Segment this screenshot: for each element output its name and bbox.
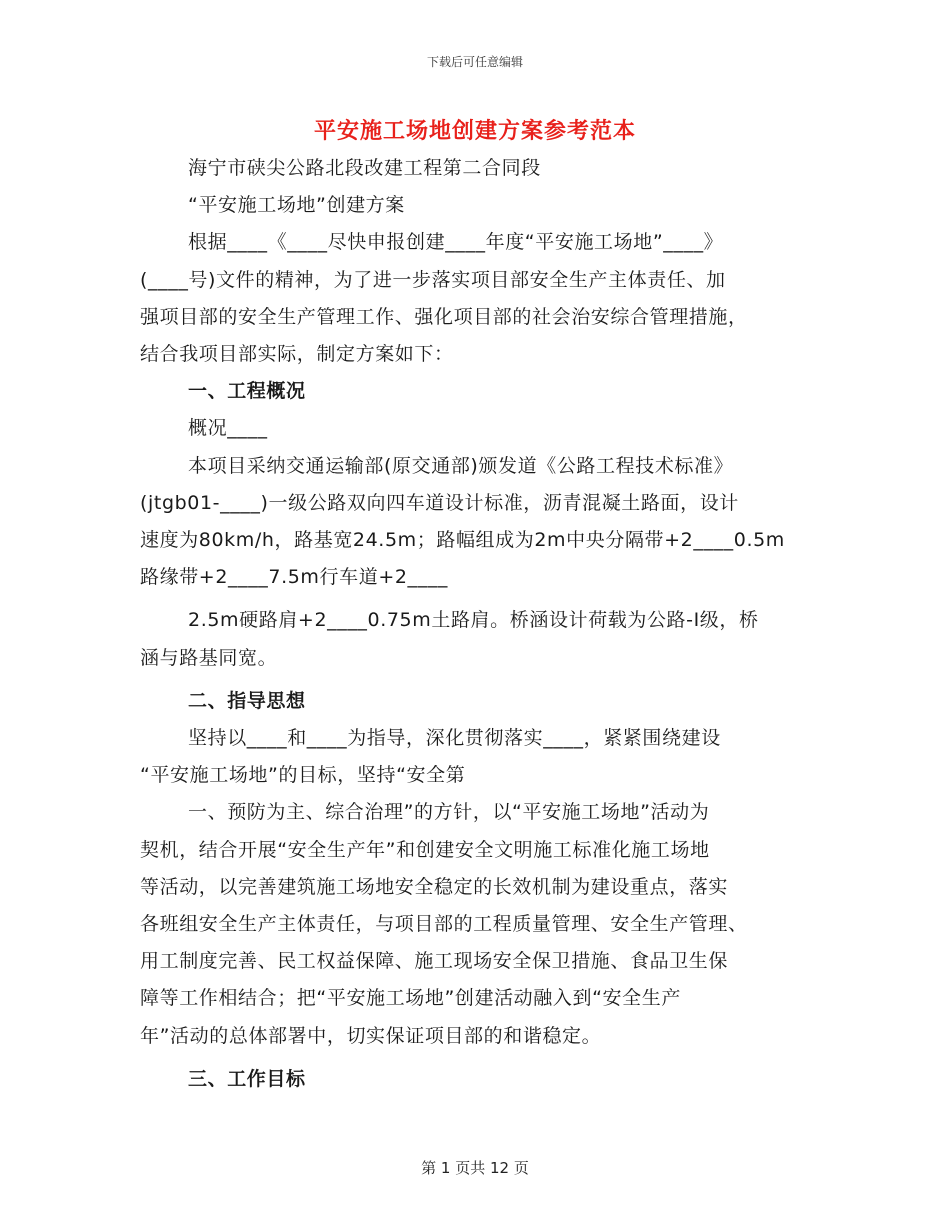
paragraph-line: (jtgb01-____)一级公路双向四车道设计标准，沥青混凝土路面，设计: [140, 491, 739, 514]
paragraph-line: 强项目部的安全生产管理工作、强化项目部的社会治安综合管理措施，: [140, 305, 748, 328]
paragraph-line: 速度为80km/h，路基宽24.5m；路幅组成为2m中央分隔带+2____0.5m: [140, 529, 785, 552]
document-body: [140, 150, 812, 1098]
section-heading: 二、指导思想: [188, 689, 306, 712]
paragraph-line: 本项目采纳交通运输部(原交通部)颁发道《公路工程技术标准》: [188, 454, 734, 477]
paragraph-line: 一、预防为主、综合治理”的方针，以“平安施工场地”活动为: [188, 801, 710, 824]
paragraph-line: 用工制度完善、民工权益保障、施工现场安全保卫措施、食品卫生保: [140, 950, 729, 973]
paragraph-line: 年”活动的总体部署中，切实保证项目部的和谐稳定。: [140, 1024, 602, 1047]
header-note: 下载后可任意编辑: [426, 55, 523, 69]
paragraph-line: 涵与路基同宽。: [140, 646, 278, 669]
page-footer: 第 1 页共 12 页: [421, 1159, 529, 1177]
section-heading: 一、工程概况: [188, 380, 306, 403]
paragraph-line: 2.5m硬路肩+2____0.75m土路肩。桥涵设计荷载为公路-Ⅰ级，桥: [188, 609, 759, 632]
paragraph-line: 等活动，以完善建筑施工场地安全稳定的长效机制为建设重点，落实: [140, 875, 729, 898]
document-title: 平安施工场地创建方案参考范本: [313, 119, 636, 144]
paragraph-line: 根据____《____尽快申报创建____年度“平安施工场地”____》: [188, 231, 724, 254]
paragraph-line: 契机，结合开展“安全生产年”和创建安全文明施工标准化施工场地: [140, 838, 710, 861]
paragraph-line: 结合我项目部实际，制定方案如下：: [140, 343, 454, 366]
section-heading: 三、工作目标: [188, 1067, 306, 1090]
paragraph-line: 坚持以____和____为指导，深化贯彻落实____，紧紧围绕建设: [188, 727, 721, 750]
paragraph-line: “平安施工场地”的目标，坚持“安全第: [140, 764, 466, 787]
paragraph-line: (____号)文件的精神，为了进一步落实项目部安全生产主体责任、加: [140, 268, 726, 291]
paragraph-line: 概况____: [188, 417, 268, 440]
paragraph-line: 路缘带+2____7.5m行车道+2____: [140, 566, 448, 589]
paragraph-line: 海宁市硖尖公路北段改建工程第二合同段: [188, 157, 541, 179]
paragraph-line: 障等工作相结合；把“平安施工场地”创建活动融入到“安全生产: [140, 987, 681, 1010]
paragraph-line: “平安施工场地”创建方案: [188, 194, 405, 217]
paragraph-line: 各班组安全生产主体责任，与项目部的工程质量管理、安全生产管理、: [140, 913, 748, 936]
